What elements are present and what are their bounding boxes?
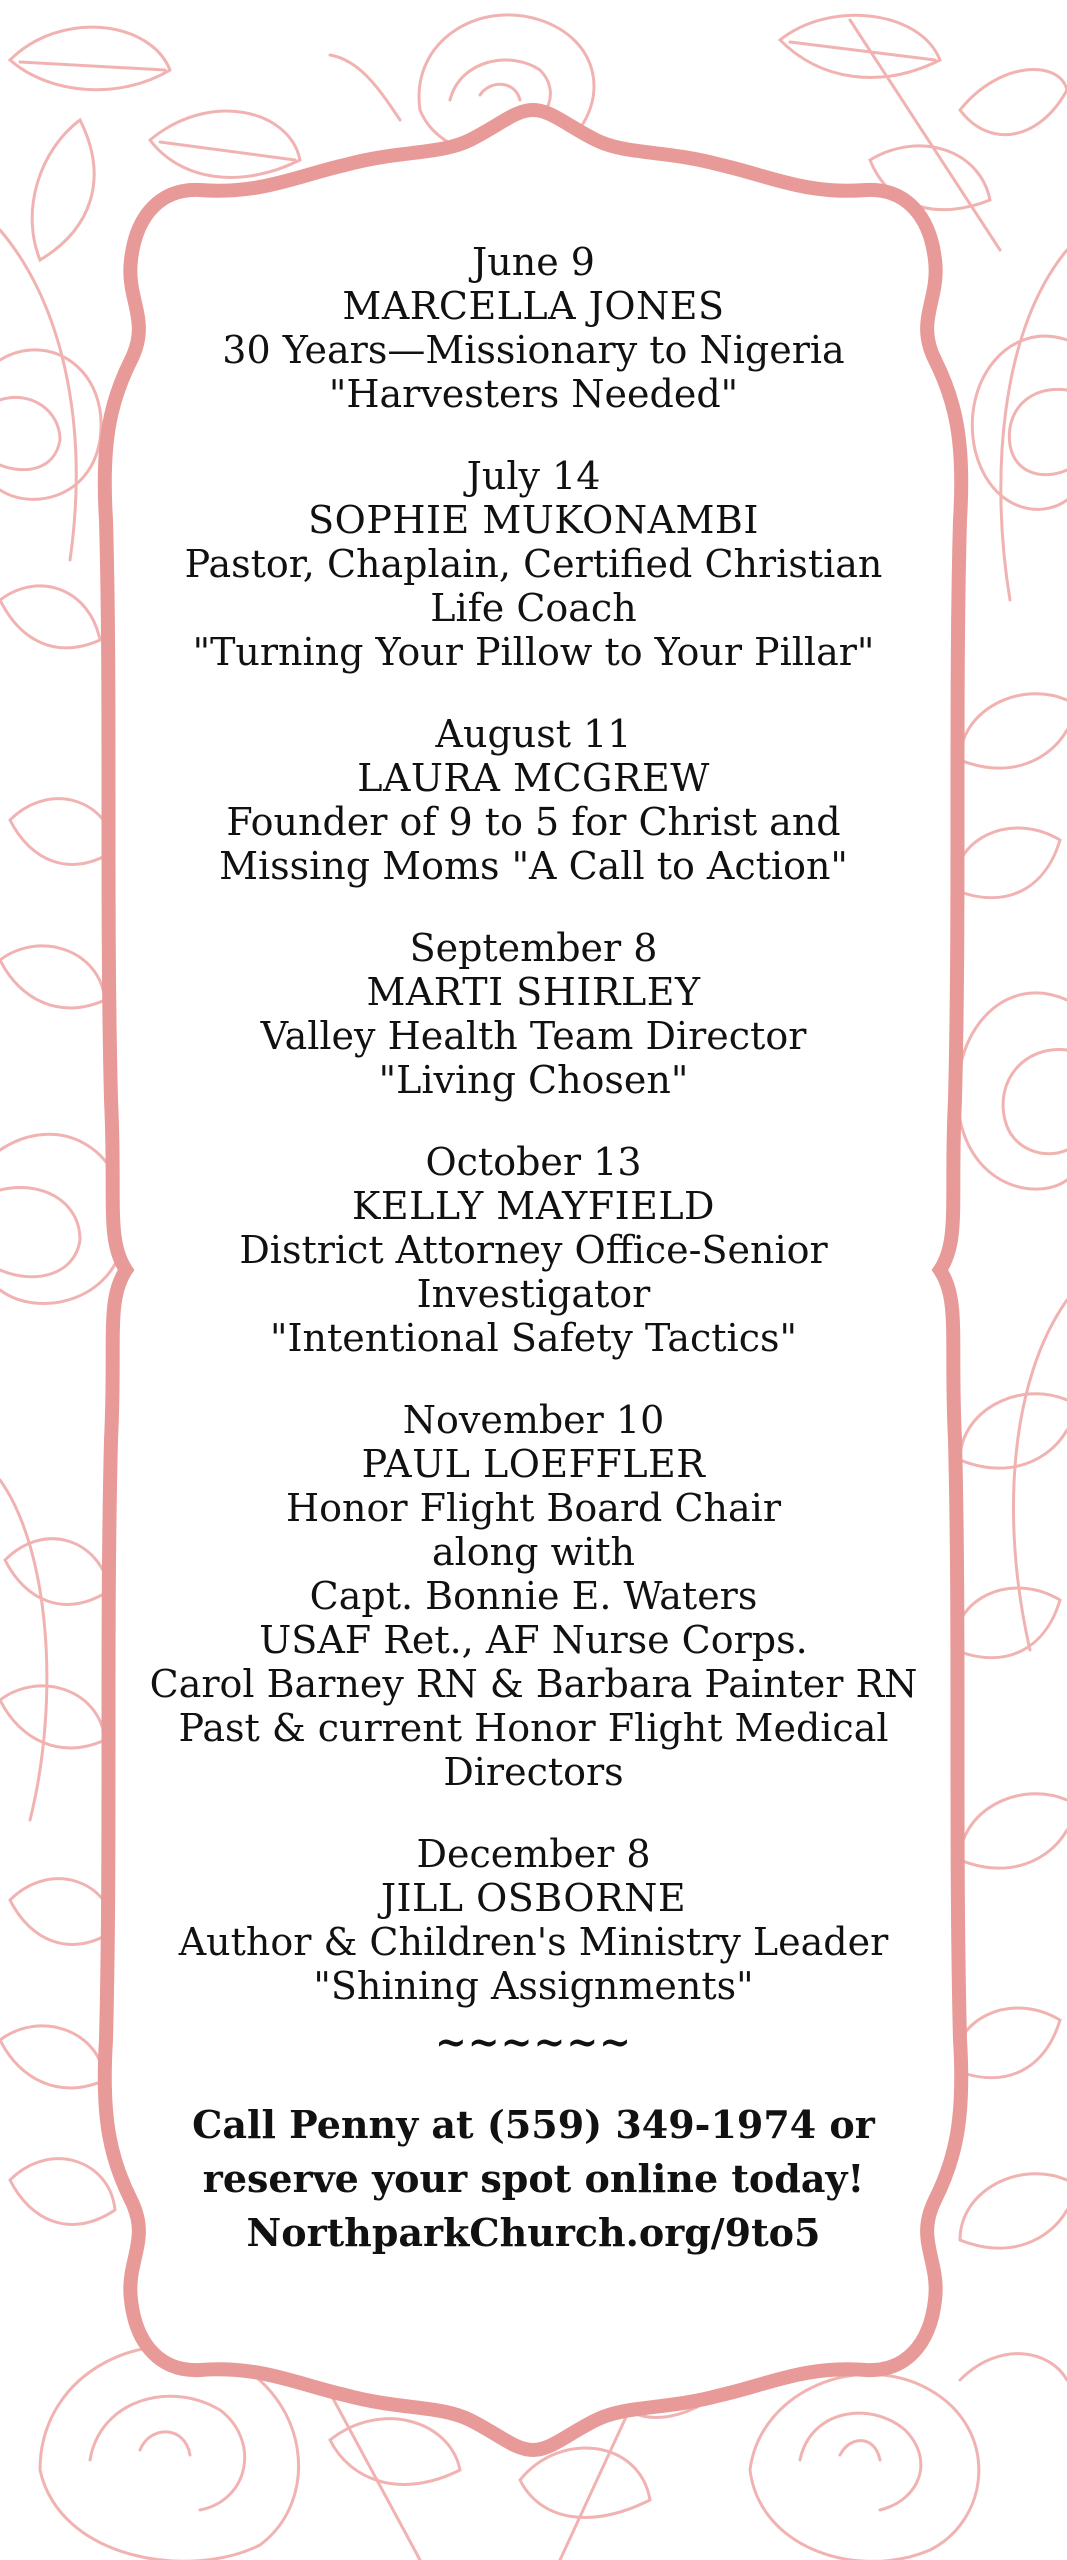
speaker-name: KELLY MAYFIELD xyxy=(351,1184,716,1228)
speaker-name: LAURA MCGREW xyxy=(357,756,710,800)
event-august xyxy=(130,712,937,888)
event-description: Carol Barney RN & Barbara Painter RN xyxy=(149,1662,918,1706)
event-date: November 10 xyxy=(402,1398,665,1442)
event-december xyxy=(130,1832,937,2008)
event-title: "Turning Your Pillow to Your Pillar" xyxy=(192,630,875,674)
event-description: Honor Flight Board Chair xyxy=(286,1486,781,1530)
event-description: Valley Health Team Director xyxy=(260,1014,807,1058)
event-description: Directors xyxy=(443,1750,624,1794)
speaker-name: PAUL LOEFFLER xyxy=(361,1442,706,1486)
event-title: "Harvesters Needed" xyxy=(328,372,739,416)
speaker-name: MARCELLA JONES xyxy=(342,284,725,328)
event-june xyxy=(130,240,937,416)
contact-info xyxy=(130,2098,937,2260)
contact-reserve-line: reserve your spot online today! xyxy=(202,2156,865,2201)
contact-phone-line: Call Penny at (559) 349-1974 or xyxy=(192,2102,875,2147)
event-date: August 11 xyxy=(435,712,632,756)
event-description: USAF Ret., AF Nurse Corps. xyxy=(259,1618,808,1662)
event-description: Past & current Honor Flight Medical xyxy=(178,1706,889,1750)
event-description: Investigator xyxy=(416,1272,651,1316)
event-title: "Shining Assignments" xyxy=(313,1964,754,2008)
event-october xyxy=(130,1140,937,1360)
event-description: along with xyxy=(432,1530,635,1574)
speaker-name: JILL OSBORNE xyxy=(380,1876,687,1920)
event-schedule xyxy=(130,240,937,2260)
contact-url[interactable]: NorthparkChurch.org/9to5 xyxy=(246,2210,821,2255)
event-july xyxy=(130,454,937,674)
event-description: Capt. Bonnie E. Waters xyxy=(309,1574,758,1618)
event-description: 30 Years—Missionary to Nigeria xyxy=(222,328,845,372)
event-date: December 8 xyxy=(416,1832,651,1876)
speaker-name: SOPHIE MUKONAMBI xyxy=(308,498,759,542)
event-description: District Attorney Office-Senior xyxy=(239,1228,828,1272)
event-title: "Living Chosen" xyxy=(378,1058,689,1102)
event-date: September 8 xyxy=(409,926,658,970)
event-date: June 9 xyxy=(472,240,595,284)
event-date: October 13 xyxy=(425,1140,642,1184)
event-description: Pastor, Chaplain, Certified Christian xyxy=(184,542,883,586)
tilde-divider: ~~~~~~ xyxy=(434,2019,633,2064)
event-september xyxy=(130,926,937,1102)
event-november xyxy=(130,1398,937,1794)
event-title: Missing Moms "A Call to Action" xyxy=(219,844,848,888)
event-description: Author & Children's Ministry Leader xyxy=(178,1920,889,1964)
event-description: Life Coach xyxy=(430,586,637,630)
event-description: Founder of 9 to 5 for Christ and xyxy=(226,800,841,844)
event-date: July 14 xyxy=(466,454,601,498)
event-title: "Intentional Safety Tactics" xyxy=(270,1316,797,1360)
speaker-name: MARTI SHIRLEY xyxy=(366,970,701,1014)
